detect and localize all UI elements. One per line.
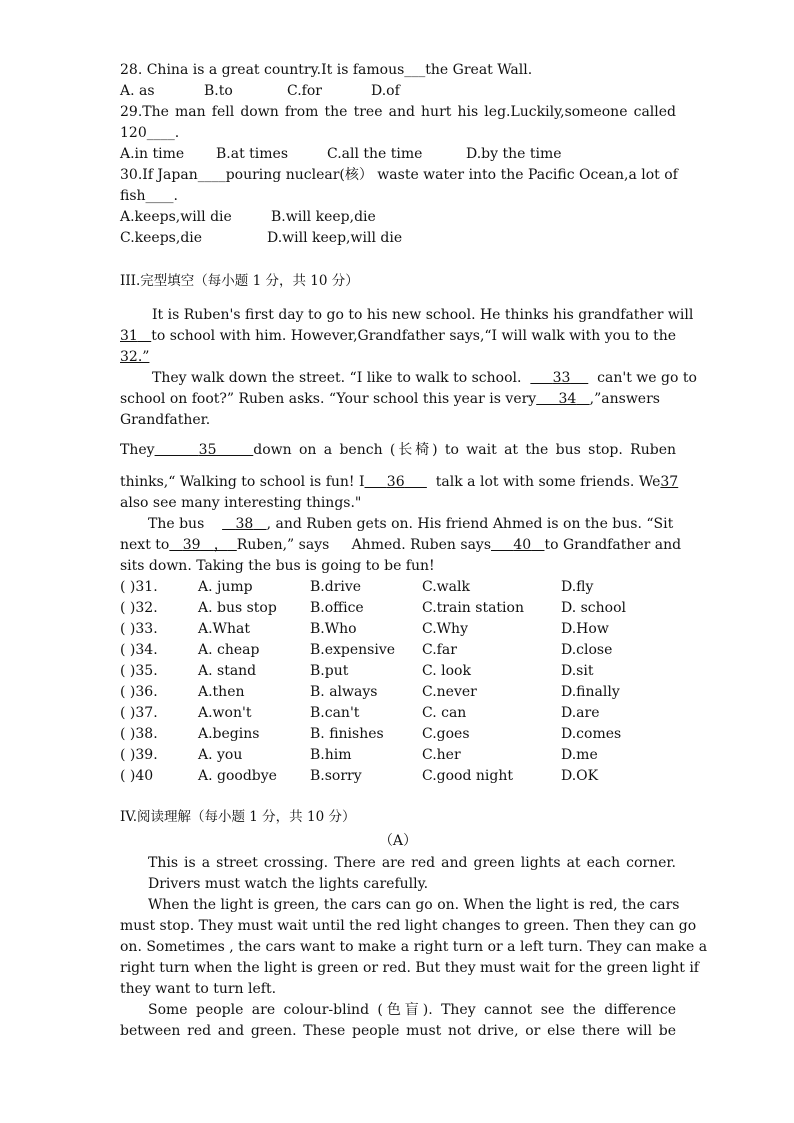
q30-option-d: D.will keep,will die — [267, 230, 403, 246]
option-b: B.Who — [310, 621, 357, 637]
question-number: ( )32. — [120, 600, 158, 616]
blank-40: 40 — [513, 537, 532, 553]
option-a: A.won't — [198, 705, 252, 721]
option-a: A.then — [198, 684, 245, 700]
option-a: A. you — [198, 747, 243, 763]
option-b: B.put — [310, 663, 349, 679]
question-number: ( )31. — [120, 579, 158, 595]
option-c: C.goes — [422, 726, 470, 742]
question-number: ( )39. — [120, 747, 158, 763]
cloze-p3-line3: also see many interesting things." — [120, 495, 362, 511]
passage-a-label: （A） — [378, 833, 418, 849]
option-d: D.sit — [561, 663, 594, 679]
choice-row-33 — [120, 619, 676, 640]
cloze-p2-line3: Grandfather. — [120, 412, 211, 428]
reading-line-8: Some people are colour-blind (色盲). They cannot see the difference — [148, 1002, 676, 1018]
q29-option-c: C.all the time — [327, 146, 423, 162]
option-d: D.finally — [561, 684, 620, 700]
blank-34: 34 — [558, 391, 577, 407]
option-d: D.fly — [561, 579, 594, 595]
q28-option-c: C.for — [287, 83, 322, 99]
reading-line-5: on. Sometimes , the cars want to make a right turn or a left turn. They can make a — [120, 939, 708, 955]
cloze-p4-line2: next to 39 ， Ruben,” says Ahmed. Ruben says 40 to Grandfather and — [120, 537, 682, 553]
q28-stem: 28. China is a great country.It is famous___the Great Wall. — [120, 62, 533, 78]
cloze-p4-line1: The bus 38 , and Ruben gets on. His friend Ahmed is on the bus. “Sit — [148, 516, 674, 532]
cloze-p2-line1: They walk down the street. “I like to walk to school. 33 can't we go to — [152, 370, 697, 386]
choice-row-38 — [120, 724, 676, 745]
cloze-p1-line1: It is Ruben's first day to go to his new school. He thinks his grandfather will — [152, 307, 694, 323]
q28-option-a: A. as — [120, 83, 155, 99]
option-c: C.Why — [422, 621, 468, 637]
choice-row-32 — [120, 598, 676, 619]
reading-line-6: right turn when the light is green or red. But they must wait for the green light if — [120, 960, 699, 976]
option-b: B.expensive — [310, 642, 396, 658]
reading-line-3: When the light is green, the cars can go on. When the light is red, the cars — [148, 897, 680, 913]
option-c: C. can — [422, 705, 467, 721]
option-d: D. school — [561, 600, 627, 616]
option-a: A.begins — [198, 726, 260, 742]
option-c: C.never — [422, 684, 477, 700]
cloze-p1-line3 — [120, 347, 676, 368]
option-c: C.walk — [422, 579, 470, 595]
option-c: C.far — [422, 642, 457, 658]
q30-stem-line1: 30.If Japan____pouring nuclear(核） waste water into the Pacific Ocean,a lot of — [120, 167, 678, 183]
option-a: A. cheap — [198, 642, 260, 658]
option-b: B.sorry — [310, 768, 362, 784]
cloze-p3-line1: They 35 down on a bench (长椅) to wait at the bus stop. Ruben — [120, 442, 676, 458]
q29-stem-line2: 120____. — [120, 125, 180, 141]
blank-33: 33 — [552, 370, 571, 386]
cloze-p3-line2: thinks,“ Walking to school is fun! I 36 talk a lot with some friends. We37 — [120, 474, 679, 490]
q30-options-row2 — [120, 228, 676, 249]
option-d: D.OK — [561, 768, 599, 784]
q30-option-b: B.will keep,die — [271, 209, 376, 225]
q30-options-row1 — [120, 207, 676, 228]
cloze-choices-table — [120, 577, 676, 787]
choice-row-40 — [120, 766, 676, 787]
blank-36: 36 — [386, 474, 405, 490]
option-b: B. finishes — [310, 726, 384, 742]
choice-row-31 — [120, 577, 676, 598]
option-c: C.good night — [422, 768, 513, 784]
choice-row-39 — [120, 745, 676, 766]
option-a: A. stand — [198, 663, 257, 679]
q29-stem-line1: 29.The man fell down from the tree and hurt his leg.Luckily,someone called — [120, 104, 676, 120]
option-d: D.close — [561, 642, 613, 658]
cloze-p1-line2: 31 to school with him. However,Grandfather says,“I will walk with you to the — [120, 328, 677, 344]
option-b: B.office — [310, 600, 364, 616]
reading-line-4: must stop. They must wait until the red light changes to green. Then they can go — [120, 918, 697, 934]
choice-row-36 — [120, 682, 676, 703]
option-b: B. always — [310, 684, 378, 700]
q28-options — [120, 81, 676, 102]
choice-row-34 — [120, 640, 676, 661]
option-d: D.me — [561, 747, 598, 763]
cloze-p4-line3: sits down. Taking the bus is going to be fun! — [120, 558, 435, 574]
blank-32: 32.” — [120, 349, 150, 365]
q30-option-a: A.keeps,will die — [120, 209, 232, 225]
option-b: B.him — [310, 747, 352, 763]
choice-row-35 — [120, 661, 676, 682]
q30-stem-line2: fish____. — [120, 188, 178, 204]
option-b: B.drive — [310, 579, 362, 595]
q28-option-d: D.of — [371, 83, 400, 99]
option-c: C.her — [422, 747, 461, 763]
option-c: C.train station — [422, 600, 524, 616]
blank-31: 31 — [120, 328, 138, 344]
question-number: ( )34. — [120, 642, 158, 658]
choice-row-37 — [120, 703, 676, 724]
q30-option-c: C.keeps,die — [120, 230, 203, 246]
q29-option-d: D.by the time — [466, 146, 562, 162]
blank-39: 39 ， — [182, 537, 228, 553]
option-b: B.can't — [310, 705, 360, 721]
question-number: ( )37. — [120, 705, 158, 721]
option-a: A.What — [198, 621, 250, 637]
option-d: D.How — [561, 621, 609, 637]
option-a: A. jump — [198, 579, 253, 595]
question-number: ( )38. — [120, 726, 158, 742]
exam-page — [120, 60, 708, 1042]
q29-option-b: B.at times — [216, 146, 289, 162]
option-d: D.are — [561, 705, 600, 721]
blank-37: 37 — [660, 474, 679, 490]
option-a: A. bus stop — [198, 600, 277, 616]
question-number: ( )40 — [120, 768, 154, 784]
blank-38: 38 — [235, 516, 254, 532]
question-number: ( )33. — [120, 621, 158, 637]
q29-option-a: A.in time — [120, 146, 185, 162]
question-number: ( )35. — [120, 663, 158, 679]
reading-line-1: This is a street crossing. There are red and green lights at each corner. — [148, 855, 676, 871]
q28-option-b: B.to — [204, 83, 233, 99]
q29-options — [120, 144, 676, 165]
section4-title: IV.阅读理解（每小题 1 分，共 10 分） — [120, 809, 356, 825]
option-a: A. goodbye — [198, 768, 277, 784]
option-c: C. look — [422, 663, 471, 679]
reading-line-2: Drivers must watch the lights carefully. — [148, 876, 429, 892]
blank-35: 35 — [198, 442, 217, 458]
reading-line-7: they want to turn left. — [120, 981, 277, 997]
section3-title: III.完型填空（每小题 1 分，共 10 分） — [120, 273, 359, 289]
option-d: D.comes — [561, 726, 622, 742]
reading-line-9: between red and green. These people must not drive, or else there will be — [120, 1023, 676, 1039]
cloze-p2-line2: school on foot?” Ruben asks. “Your school this year is very 34 ,”answers — [120, 391, 660, 407]
question-number: ( )36. — [120, 684, 158, 700]
